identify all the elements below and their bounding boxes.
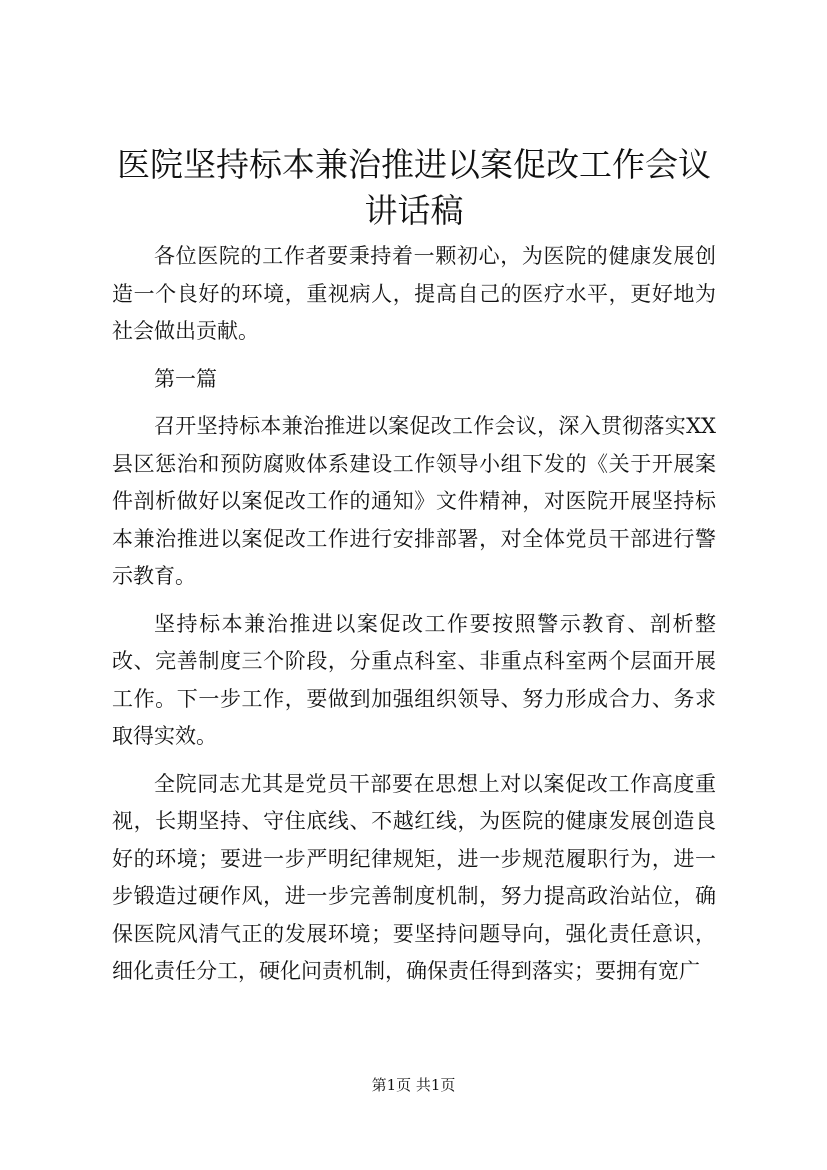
- paragraph-2: 坚持标本兼治推进以案促改工作要按照警示教育、剖析整改、完善制度三个阶段，分重点科室、非重点科室两个层面开展工作。下一步工作，要做到加强组织领导、努力形成合力、务求取得实效。: [112, 611, 716, 748]
- paragraph-intro: 各位医院的工作者要秉持着一颗初心，为医院的健康发展创造一个良好的环境，重视病人，提高自己的医疗水平，更好地为社会做出贡献。: [112, 244, 716, 343]
- document-title: 医院坚持标本兼治推进以案促改工作会议讲话稿: [117, 145, 711, 230]
- paragraph-3: 全院同志尤其是党员干部要在思想上对以案促改工作高度重视，长期坚持、守住底线、不越红线，为医院的健康发展创造良好的环境；要进一步严明纪律规矩，进一步规范履职行为，进一步锻造过硬作风，进一步完善制度机制，努力提高政治站位，确保医院风清气正的发展环境；要坚持问题导向，强化责任意识，细化责任分工，硬化问责机制，确保责任得到落实；要拥有宽广: [112, 771, 716, 983]
- section-heading: 第一篇: [154, 366, 217, 391]
- document-body: [112, 238, 716, 991]
- paragraph-1: 召开坚持标本兼治推进以案促改工作会议，深入贯彻落实XX县区惩治和预防腐败体系建设工作领导小组下发的《关于开展案件剖析做好以案促改工作的通知》文件精神，对医院开展坚持标本兼治推进以案促改工作进行安排部署，对全体党员干部进行警示教育。: [112, 414, 716, 588]
- page-footer: 第1页 共1页: [371, 1076, 456, 1094]
